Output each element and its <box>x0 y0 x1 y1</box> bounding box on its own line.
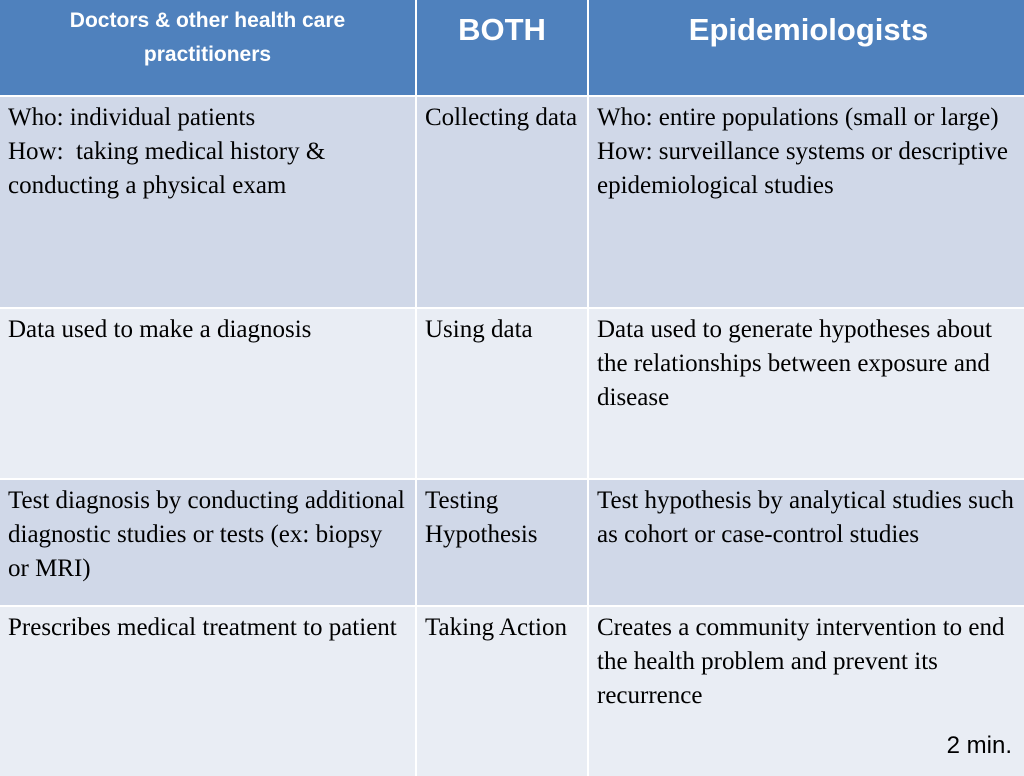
row-collecting-doctors <box>0 97 415 307</box>
row-collecting-epidemiologists <box>589 97 1024 307</box>
table-cell-line: Prescribes medical treatment to patient <box>8 614 397 641</box>
row-using-doctors <box>0 309 415 478</box>
row-testing-both: Testing Hypothesis <box>417 480 587 605</box>
row-collecting-both: Collecting data <box>417 97 587 307</box>
table-cell-line: Data used to generate hypotheses about the relationships between exposure and disease <box>597 316 999 411</box>
table-cell-line: Data used to make a diagnosis <box>8 316 312 343</box>
row-action-both: Taking Action <box>417 607 587 776</box>
row-testing-epidemiologists <box>589 480 1024 605</box>
row-using-both: Using data <box>417 309 587 478</box>
row-using-epidemiologists <box>589 309 1024 478</box>
table-cell-line: How: taking medical history & conducting a physical exam <box>8 138 332 199</box>
table-cell-line: Creates a community intervention to end the health problem and prevent its recurrence <box>597 614 1011 709</box>
table-cell-line: Test hypothesis by analytical studies such as cohort or case-control studies <box>597 487 1021 548</box>
header-doctors: Doctors & other health care practitioners <box>0 0 415 95</box>
time-note: 2 min. <box>946 732 1012 759</box>
header-both: BOTH <box>417 0 587 95</box>
row-action-doctors <box>0 607 415 776</box>
header-epidemiologists: Epidemiologists <box>589 0 1024 95</box>
table-cell-line: Who: entire populations (small or large) <box>597 104 999 131</box>
table-cell-line: Who: individual patients <box>8 104 256 131</box>
table-cell-line: How: surveillance systems or descriptive epidemiological studies <box>597 138 1015 199</box>
table-cell-line: Test diagnosis by conducting additional diagnostic studies or tests (ex: biopsy or MRI) <box>8 487 412 582</box>
row-testing-doctors <box>0 480 415 605</box>
